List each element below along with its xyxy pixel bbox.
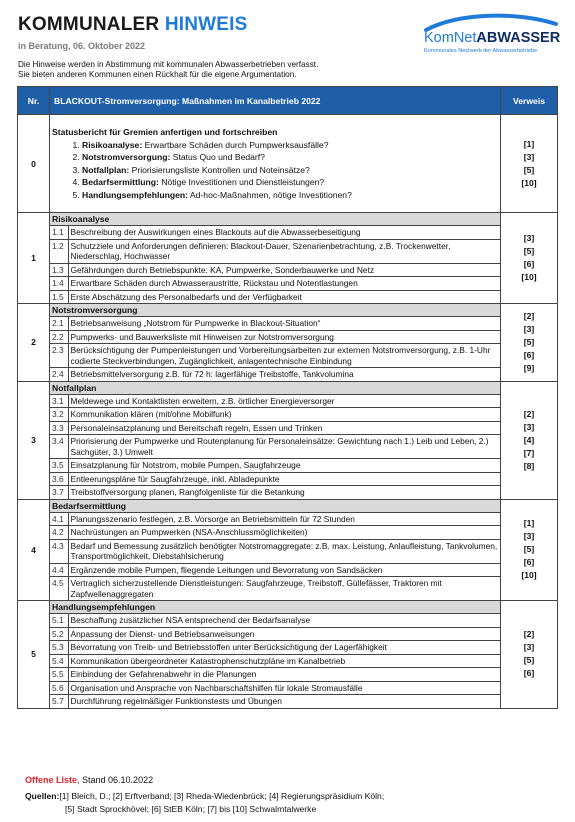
item-text: Ergänzende mobile Pumpen, fliegende Leitungen und Bevorratung von Sandsäcken bbox=[68, 563, 500, 577]
row0-list bbox=[82, 139, 498, 201]
section-nr: 2 bbox=[18, 304, 50, 382]
reference: [9] bbox=[523, 362, 535, 373]
item-number: 5.7 bbox=[50, 695, 68, 708]
section-row bbox=[18, 601, 558, 709]
sources-line-2: [5] Stadt Sprockhövel; [6] StEB Köln; [7] bis [10] Schwalmtalwerke bbox=[65, 803, 317, 814]
reference: [5] bbox=[523, 544, 535, 555]
komnet-logo bbox=[420, 12, 560, 56]
title-part2: HINWEIS bbox=[164, 14, 248, 35]
item-number: 3.2 bbox=[50, 408, 68, 422]
item-number: 3.3 bbox=[50, 421, 68, 435]
section-title: Risikoanalyse bbox=[50, 213, 500, 226]
section-refs bbox=[501, 499, 558, 601]
item-text: Vertraglich sicherzustellende Dienstleistungen: Saugfahrzeuge, Treibstoff, Güllefässer, Traktoren mit Zapfwellenaggregaten bbox=[70, 578, 442, 599]
status-date: , Stand 06.10.2022 bbox=[77, 775, 154, 785]
page-title bbox=[18, 14, 248, 36]
logo-part2: ABWASSER bbox=[476, 30, 561, 46]
item-number: 1.5 bbox=[50, 290, 68, 303]
section-item bbox=[50, 368, 500, 381]
reference: [1] bbox=[523, 518, 535, 529]
item-text: Einbindung der Gefahrenabwehr in die Planungen bbox=[68, 668, 500, 682]
section-item bbox=[50, 577, 500, 601]
status-item bbox=[82, 151, 498, 163]
intro-line-1: Die Hinweise werden in Abstimmung mit kommunalen Abwasserbetrieben verfasst. bbox=[18, 60, 319, 69]
item-text: Bevorratung von Treib- und Betriebsstoffen unter Berücksichtigung der Lagerfähigkeit bbox=[68, 641, 500, 655]
section-item bbox=[50, 263, 500, 277]
section-nr: 3 bbox=[18, 381, 50, 499]
section-item bbox=[50, 668, 500, 682]
section-row bbox=[18, 381, 558, 499]
item-number: 5.5 bbox=[50, 668, 68, 682]
item-text: Pumpwerks- und Bauwerksliste mit Hinweisen zur Notstromversorgung bbox=[68, 330, 500, 344]
section-item bbox=[50, 681, 500, 695]
logo-wordmark bbox=[424, 30, 560, 46]
row0-heading: Statusbericht für Gremien anfertigen und fortschreiben bbox=[52, 126, 278, 137]
reference: [3] bbox=[523, 233, 535, 243]
status-item-label: Risikoanalyse: bbox=[82, 139, 143, 150]
item-number: 3.4 bbox=[50, 435, 68, 459]
status-item bbox=[82, 176, 498, 188]
row0-refs bbox=[501, 115, 558, 213]
section-items bbox=[50, 395, 500, 499]
section-nr: 4 bbox=[18, 499, 50, 601]
status-item-text: Erwartbare Schäden durch Pumpwerksausfälle? bbox=[142, 139, 329, 150]
item-text: Treibstoffversorgung planen, Rangfolgenliste für die Betankung bbox=[70, 487, 305, 497]
section-item bbox=[50, 472, 500, 486]
reference: [6] bbox=[523, 349, 535, 360]
logo-arc-icon bbox=[420, 12, 560, 32]
section-item bbox=[50, 513, 500, 526]
section-refs bbox=[501, 213, 558, 304]
section-content bbox=[50, 381, 501, 499]
section-content bbox=[50, 213, 501, 304]
status-item bbox=[82, 139, 498, 151]
item-number: 5.3 bbox=[50, 641, 68, 655]
section-item bbox=[50, 421, 500, 435]
section-item bbox=[50, 695, 500, 708]
reference: [4] bbox=[523, 434, 535, 445]
section-item bbox=[50, 330, 500, 344]
item-number: 2.2 bbox=[50, 330, 68, 344]
section-item bbox=[50, 435, 500, 459]
section-content bbox=[50, 499, 501, 601]
section-item bbox=[50, 290, 500, 303]
item-text: Organisation und Ansprache von Nachbarschaftshilfen für lokale Stromausfälle bbox=[68, 681, 500, 695]
item-number: 3.7 bbox=[50, 486, 68, 499]
section-item bbox=[50, 563, 500, 577]
item-number: 5.6 bbox=[50, 681, 68, 695]
item-text: Nachrüstungen an Pumpwerken (NSA-Anschlussmöglichkeiten) bbox=[68, 526, 500, 540]
status-item bbox=[82, 189, 498, 201]
section-row bbox=[18, 213, 558, 304]
item-number: 3.5 bbox=[50, 459, 68, 473]
section-item bbox=[50, 344, 500, 368]
reference: [3] bbox=[523, 531, 535, 542]
table-row-0 bbox=[18, 115, 558, 213]
section-items bbox=[50, 614, 500, 708]
item-number: 4.2 bbox=[50, 526, 68, 540]
item-number: 3.6 bbox=[50, 472, 68, 486]
reference: [10] bbox=[521, 570, 537, 581]
item-text: Durchführung regelmäßiger Funktionstests und Übungen bbox=[70, 696, 282, 706]
item-text: Schutzziele und Anforderungen definieren: Blackout-Dauer, Szenarienbetrachtung, z.B. Trockenwetter, Niederschlag, Hochwasser bbox=[68, 239, 500, 263]
item-number: 2.4 bbox=[50, 368, 68, 381]
sources-line-1: [1] Bleich, D.; [2] Erftverband; [3] Rheda-Wiedenbrück; [4] Regierungspräsidium Köln; bbox=[59, 791, 385, 801]
section-title: Bedarfsermittlung bbox=[50, 500, 500, 513]
reference: [2] bbox=[523, 629, 535, 640]
reference: [5] bbox=[523, 164, 535, 175]
item-text: Beschaffung zusätzlicher NSA entsprechend der Bedarfsanalyse bbox=[68, 614, 500, 627]
section-refs bbox=[501, 381, 558, 499]
status-item-label: Notstromversorgung: bbox=[82, 152, 171, 163]
reference: [5] bbox=[523, 655, 535, 666]
section-item bbox=[50, 526, 500, 540]
section-title: Notstromversorgung bbox=[50, 304, 500, 317]
intro-line-2: Sie bieten anderen Kommunen einen Rückhalt für die eigene Argumentation. bbox=[18, 70, 297, 79]
item-text: Betriebsanweisung „Notstrom für Pumpwerke in Blackout-Situation“ bbox=[68, 317, 500, 330]
item-number: 5.2 bbox=[50, 627, 68, 641]
section-refs bbox=[501, 304, 558, 382]
reference: [6] bbox=[523, 259, 535, 269]
section-nr: 5 bbox=[18, 601, 50, 709]
logo-tagline: Kommunales Netzwerk der Abwasserbetriebe bbox=[424, 48, 538, 54]
logo-part1: KomNet bbox=[424, 30, 477, 46]
section-item bbox=[50, 239, 500, 263]
reference: [3] bbox=[523, 642, 535, 653]
status-item-label: Notfallplan: bbox=[82, 164, 130, 175]
section-item bbox=[50, 641, 500, 655]
status-item-text: Status Quo und Bedarf? bbox=[170, 152, 265, 163]
reference: [6] bbox=[523, 557, 535, 568]
item-text: Planungsszenario festlegen, z.B. Vorsorge an Betriebsmitteln für 72 Stunden bbox=[68, 513, 500, 526]
item-number: 4.3 bbox=[50, 539, 68, 563]
title-part1: KOMMUNALER bbox=[18, 14, 160, 35]
section-item bbox=[50, 317, 500, 330]
section-title: Handlungsempfehlungen bbox=[50, 601, 500, 614]
reference: [10] bbox=[521, 272, 537, 282]
section-content bbox=[50, 601, 501, 709]
item-text: Priorisierung der Pumpwerke und Routenplanung für Personaleinsätze: Gewichtung nach 1.) Leib und Leben, 2.) Sachgüter, 3.) Umwelt bbox=[68, 435, 500, 459]
section-item bbox=[50, 226, 500, 239]
item-text: Berücksichtigung der Pumpenleistungen und Vorbereitungsarbeiten zur externen Notstromversorgung, z.B. 1-Uhr codierte Steckverbindungen, Zugänglichkeit, anlagentechnische Einbindung bbox=[68, 344, 500, 368]
item-text: Meldewege und Kontaktlisten erweitern, z.B. örtlicher Energieversorger bbox=[68, 395, 500, 408]
item-number: 5.1 bbox=[50, 614, 68, 627]
reference: [2] bbox=[523, 310, 535, 321]
section-item bbox=[50, 408, 500, 422]
item-number: 1.2 bbox=[50, 239, 68, 263]
open-list-label: Offene Liste bbox=[25, 775, 78, 785]
item-text: Anpassung der Dienst- und Betriebsanweisungen bbox=[68, 627, 500, 641]
item-number: 1.1 bbox=[50, 226, 68, 239]
reference: [3] bbox=[523, 151, 535, 162]
section-items bbox=[50, 317, 500, 381]
reference: [2] bbox=[523, 408, 535, 419]
section-items bbox=[50, 513, 500, 601]
section-item bbox=[50, 614, 500, 627]
reference: [5] bbox=[523, 246, 535, 256]
item-number: 4.4 bbox=[50, 563, 68, 577]
reference: [6] bbox=[523, 668, 535, 679]
section-nr: 1 bbox=[18, 213, 50, 304]
row0-content bbox=[50, 115, 501, 213]
section-item bbox=[50, 277, 500, 291]
section-title: Notfallplan bbox=[50, 382, 500, 395]
intro-text bbox=[18, 60, 318, 80]
status-item-label: Bedarfsermittlung: bbox=[82, 177, 159, 188]
reference: [5] bbox=[523, 336, 535, 347]
item-text: Entleerungspläne für Saugfahrzeuge, inkl. Abladepunkte bbox=[68, 472, 500, 486]
footer-status bbox=[25, 775, 153, 785]
reference: [10] bbox=[521, 177, 537, 188]
item-text: Einsatzplanung für Notstrom, mobile Pumpen, Saugfahrzeuge bbox=[68, 459, 500, 473]
item-number: 2.3 bbox=[50, 344, 68, 368]
item-text: Gefährdungen durch Betriebspunkte: KA, Pumpwerke, Sonderbauwerke und Netz bbox=[68, 263, 500, 277]
measures-table bbox=[17, 86, 558, 709]
item-text: Kommunikation klären (mit/ohne Mobilfunk) bbox=[68, 408, 500, 422]
section-row bbox=[18, 304, 558, 382]
reference: [7] bbox=[523, 447, 535, 458]
reference: [8] bbox=[523, 460, 535, 471]
status-item-label: Handlungsempfehlungen: bbox=[82, 189, 188, 200]
item-number: 2.1 bbox=[50, 317, 68, 330]
status-item-text: Priorisierungsliste Kontrollen und Noteinsätze? bbox=[129, 164, 310, 175]
item-text: Erste Abschätzung des Personalbedarfs und der Verfügbarkeit bbox=[70, 291, 302, 302]
section-refs bbox=[501, 601, 558, 709]
table-header-row bbox=[18, 87, 558, 115]
header-nr: Nr. bbox=[18, 87, 50, 115]
header-title: BLACKOUT-Stromversorgung: Maßnahmen im Kanalbetrieb 2022 bbox=[50, 87, 501, 115]
item-text: Erwartbare Schäden durch Abwasseraustritte, Rückstau und Notentlastungen bbox=[68, 277, 500, 291]
item-number: 4.1 bbox=[50, 513, 68, 526]
item-number: 3.1 bbox=[50, 395, 68, 408]
section-item bbox=[50, 486, 500, 499]
reference: [3] bbox=[523, 323, 535, 334]
section-row bbox=[18, 499, 558, 601]
item-number: 4.5 bbox=[50, 577, 68, 601]
reference: [3] bbox=[523, 421, 535, 432]
header-ref: Verweis bbox=[501, 87, 558, 115]
status-item bbox=[82, 164, 498, 176]
sources-label: Quellen: bbox=[25, 791, 60, 801]
section-content bbox=[50, 304, 501, 382]
section-item bbox=[50, 539, 500, 563]
item-text: Betriebsmittelversorgung z.B. für 72 h: lagerfähige Treibstoffe, Tankvolumina bbox=[70, 369, 354, 379]
item-text: Personaleinsatzplanung und Bereitschaft regeln, Essen und Trinken bbox=[68, 421, 500, 435]
section-item bbox=[50, 654, 500, 668]
section-item bbox=[50, 395, 500, 408]
subtitle: in Beratung, 06. Oktober 2022 bbox=[18, 41, 146, 51]
item-text: Beschreibung der Auswirkungen eines Blackouts auf die Abwasserbeseitigung bbox=[68, 226, 500, 239]
status-item-text: Nötige Investitionen und Dienstleistungen? bbox=[158, 177, 325, 188]
section-items bbox=[50, 226, 500, 303]
item-text: Kommunikation übergeordneter Katastrophenschutzpläne im Kanalbetrieb bbox=[68, 654, 500, 668]
reference: [1] bbox=[523, 138, 535, 149]
status-item-text: Ad-hoc-Maßnahmen, nötige Investitionen? bbox=[188, 189, 352, 200]
item-number: 1.4 bbox=[50, 277, 68, 291]
section-item bbox=[50, 459, 500, 473]
item-number: 5.4 bbox=[50, 654, 68, 668]
item-number: 1.3 bbox=[50, 263, 68, 277]
row-nr: 0 bbox=[18, 115, 50, 213]
section-item bbox=[50, 627, 500, 641]
footer-sources bbox=[25, 790, 384, 815]
item-text: Bedarf und Bemessung zusätzlich benötigter Notstromaggregate: z.B. max. Leistung, Anlaufleistung, Tankvolumen, Transportmöglichkeit, Diebstahlsicherung bbox=[68, 539, 500, 563]
